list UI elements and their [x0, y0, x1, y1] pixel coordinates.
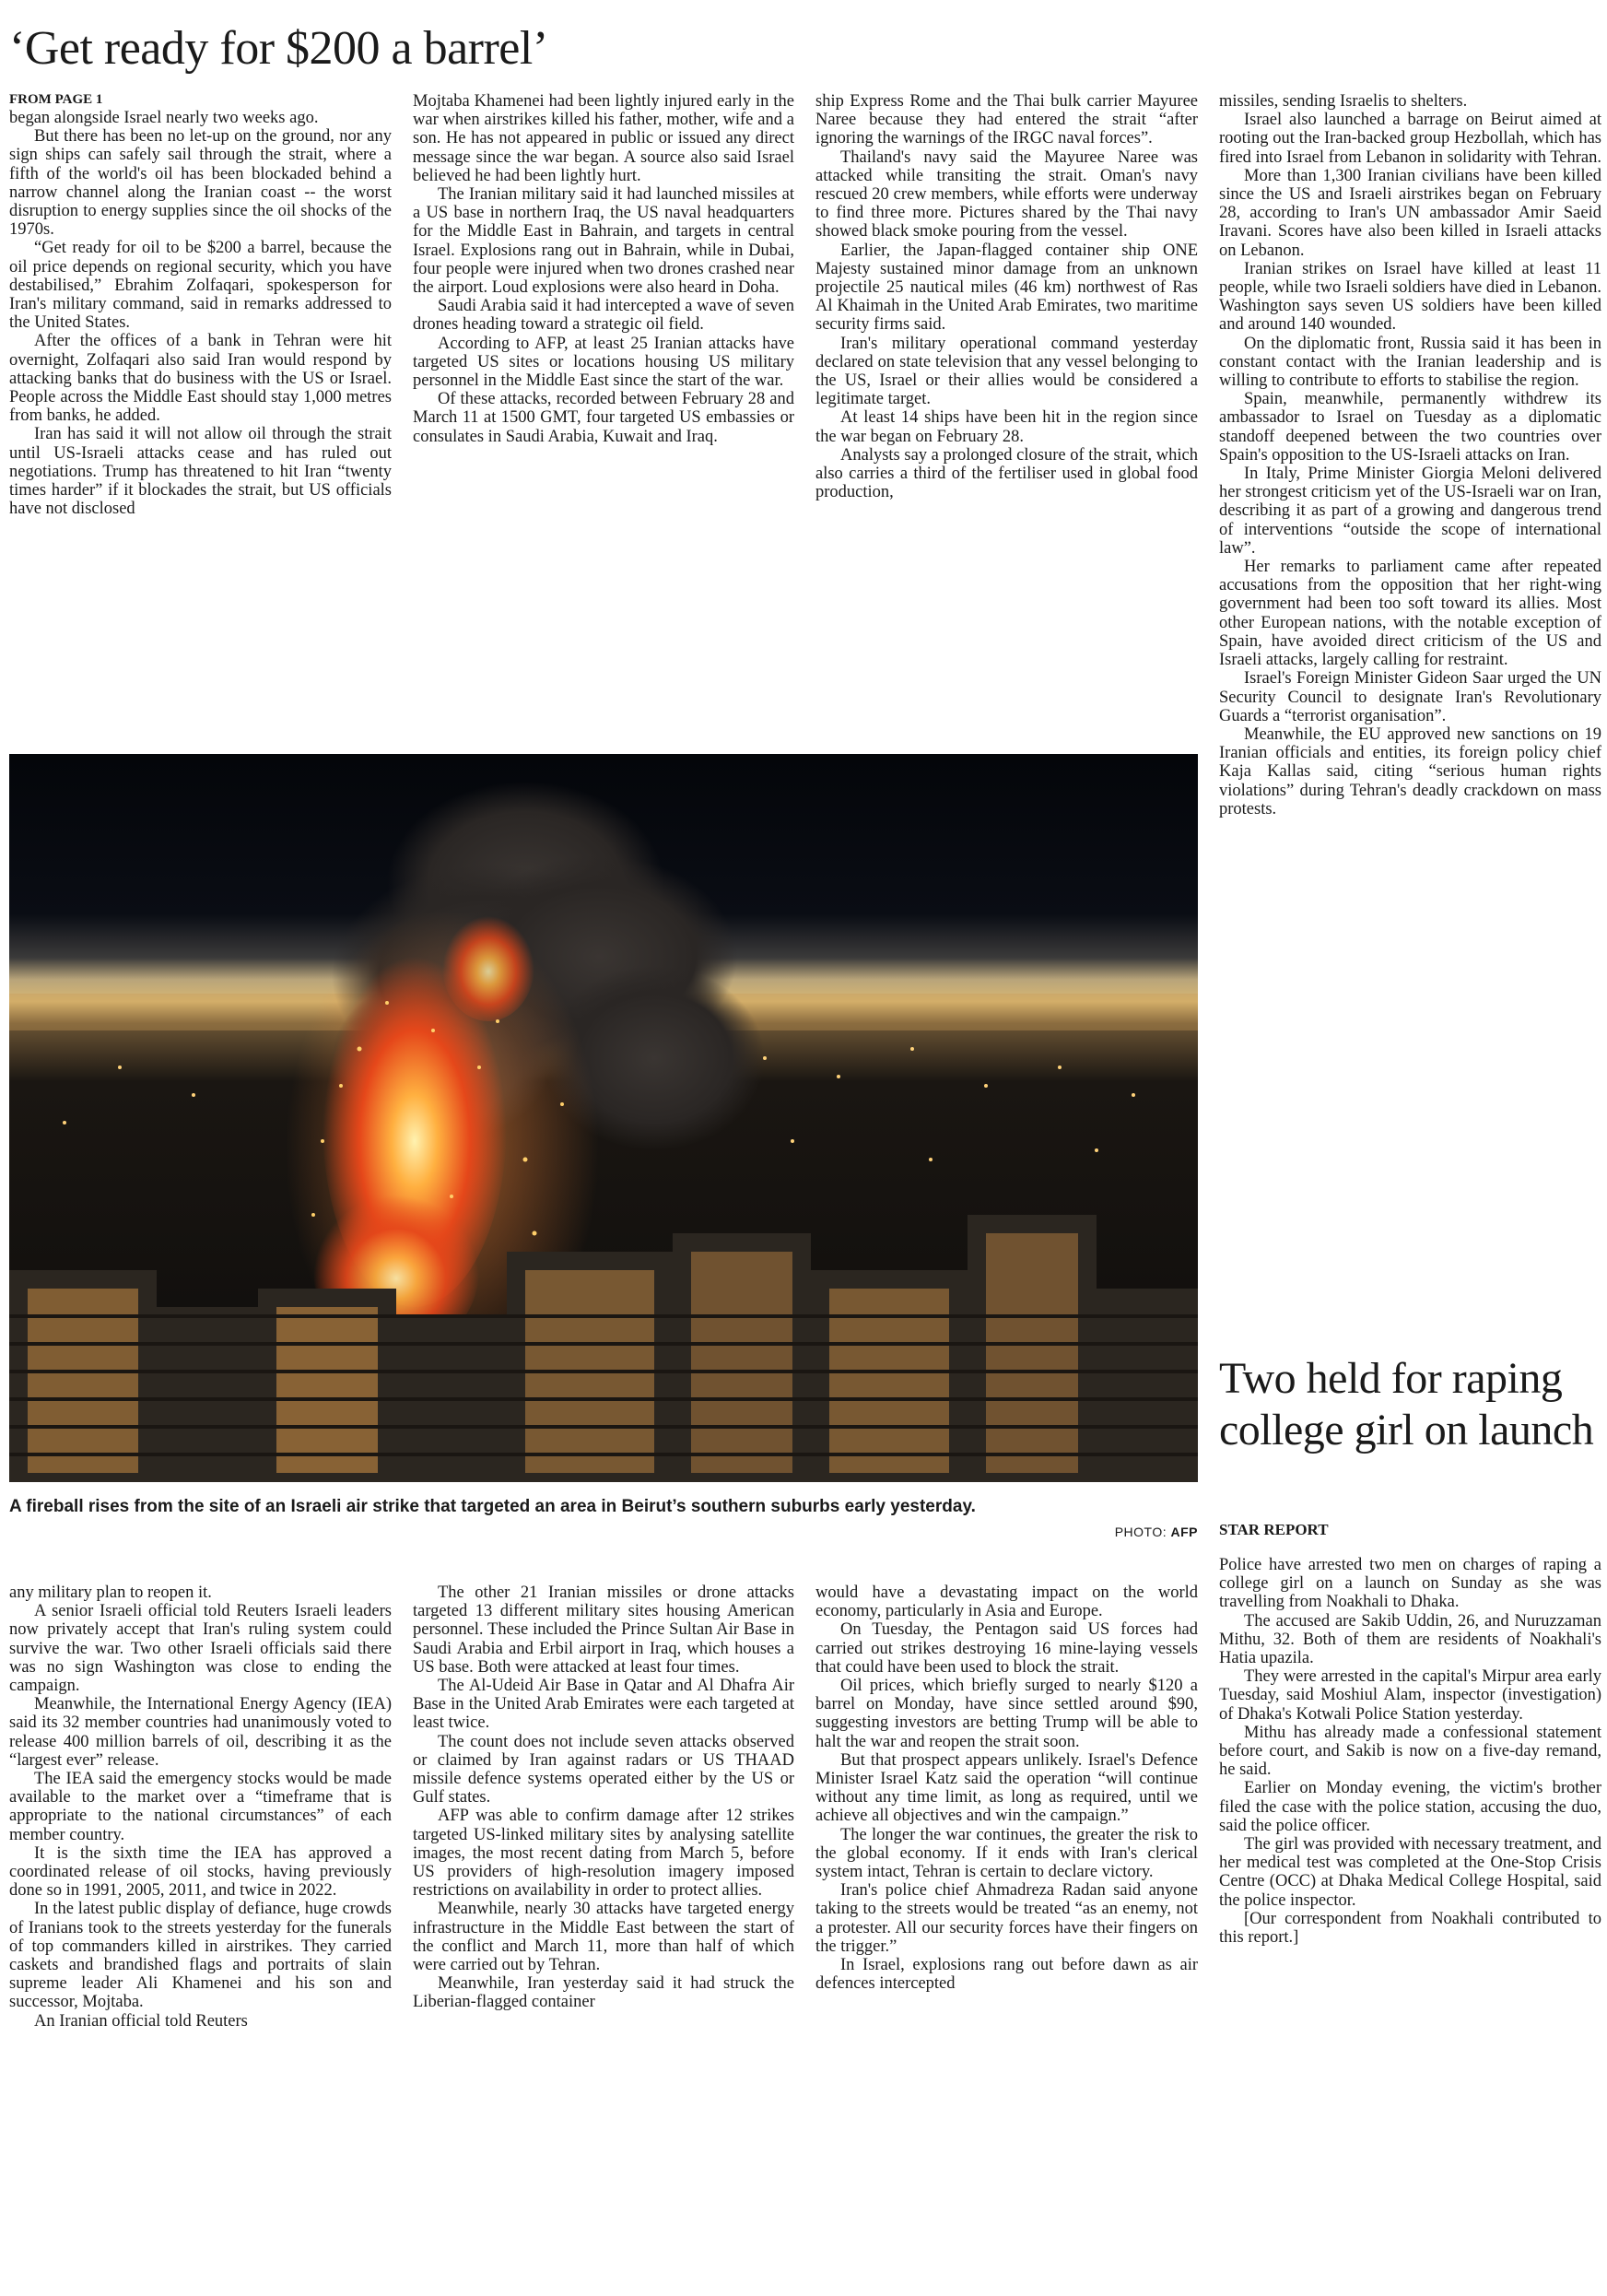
paragraph: Iran's police chief Ahmadreza Radan said anyone taking to the streets would be treated “as an enemy, not a protester. All our security forces have their fingers on the trigger.” [815, 1881, 1198, 1956]
paragraph: On Tuesday, the Pentagon said US forces had carried out strikes destroying 16 mine-laying vessels that could have been used to block the strait. [815, 1620, 1198, 1677]
paragraph: The IEA said the emergency stocks would be made available to the market over a “timeframe that is appropriate to the national circumstances” of each member country. [9, 1770, 392, 1844]
paragraph: Analysts say a prolonged closure of the strait, which also carries a third of the fertiliser used in global food production, [815, 445, 1198, 502]
paragraph: They were arrested in the capital's Mirpur area early Tuesday, said Moshiul Alam, inspector (investigation) of Dhaka's Kotwali Police Station yesterday. [1219, 1667, 1601, 1724]
paragraph: On the diplomatic front, Russia said it has been in constant contact with the Iranian leadership and is willing to contribute to efforts to stabilise the region. [1219, 334, 1601, 391]
paragraph: After the offices of a bank in Tehran were hit overnight, Zolfaqari also said Iran would respond by attacking banks that do business with the US or Israel. People across the Middle East should stay 1,000 metres from banks, he added. [9, 332, 392, 426]
paragraph: Her remarks to parliament came after repeated accusations from the opposition that her right-wing government had been too soft toward its allies. Most other European nations, with the notable exception of Spain, have avoided direct criticism of the US and Israeli attacks, largely calling for restraint. [1219, 558, 1601, 670]
paragraph: But that prospect appears unlikely. Israel's Defence Minister Israel Katz said the operation “will continue without any time limit, as long as required, until we achieve all objectives and win the campaign.” [815, 1750, 1198, 1826]
paragraph: Meanwhile, Iran yesterday said it had struck the Liberian-flagged container [413, 1974, 794, 2012]
paragraph: But there has been no let-up on the ground, nor any sign ships can safely sail through the strait, where a fifth of the world's oil has been blockaded behind a narrow channel along the Iranian coast -- the worst disruption to energy supplies since the oil shocks of the 1970s. [9, 127, 392, 240]
paragraph: “Get ready for oil to be $200 a barrel, because the oil price depends on regional security, which you have destabilised,” Ebrahim Zolfaqari, spokesperson for Iran's military command, said in remarks addressed to the United States. [9, 239, 392, 333]
paragraph: began alongside Israel nearly two weeks ago. [9, 109, 319, 127]
paragraph: Mithu has already made a confessional statement before court, and Sakib is now on a five-day remand, he said. [1219, 1723, 1601, 1780]
paragraph: [Our correspondent from Noakhali contributed to this report.] [1219, 1909, 1601, 1948]
paragraph: AFP was able to confirm damage after 12 strikes targeted US-linked military sites by analysing satellite images, the most recent dating from March 5, before US providers of high-resolution imagery imposed restrictions on availability in order to protect allies. [413, 1807, 794, 1901]
paragraph: would have a devastating impact on the world economy, particularly in Asia and Europe. [815, 1584, 1198, 1621]
paragraph: Israel also launched a barrage on Beirut aimed at rooting out the Iran-backed group Hezbollah, which has fired into Israel from Lebanon in solidarity with Tehran. [1219, 111, 1601, 167]
paragraph: missiles, sending Israelis to shelters. [1219, 92, 1468, 111]
paragraph: Iran has said it will not allow oil through the strait until US-Israeli attacks cease and has ruled out negotiations. Trump has threatened to hit Iran “twenty times harder” if it blockades the strait, but US officials have not disclosed [9, 425, 392, 519]
article-column-4 [1219, 92, 1601, 1346]
paragraph: The other 21 Iranian missiles or drone attacks targeted 13 different military sites housing American personnel. These included the Prince Sultan Air Base in Saudi Arabia and Erbil airport in Iraq, which houses a US base. Both were attacked at least four times. [413, 1584, 794, 1677]
paragraph: ship Express Rome and the Thai bulk carrier Mayuree Naree because they had entered the strait “after ignoring the warnings of the IRGC naval forces”. [815, 92, 1198, 148]
article-column-2-lower [413, 1584, 794, 2293]
paragraph: Iran's military operational command yesterday declared on state television that any vessel belonging to the US, Israel or their allies would be considered a legitimate target. [815, 334, 1198, 409]
paragraph: Iranian strikes on Israel have killed at least 11 people, while two Israeli soldiers have died in Lebanon. Washington says seven US soldiers have been killed and around 140 wounded. [1219, 259, 1601, 335]
paragraph: The accused are Sakib Uddin, 26, and Nuruzzaman Mithu, 32. Both of them are residents of Noakhali's Hatia upazila. [1219, 1611, 1601, 1668]
paragraph: Meanwhile, the International Energy Agency (IEA) said its 32 member countries had unanimously voted to release 400 million barrels of oil, describing it as the “largest ever” release. [9, 1695, 392, 1770]
photo-credit-source: AFP [1170, 1525, 1198, 1539]
paragraph: Oil prices, which briefly surged to nearly $120 a barrel on Monday, have since settled around $90, suggesting investors are betting Trump will be able to halt the war and reopen the strait soon. [815, 1677, 1198, 1751]
paragraph: In Israel, explosions rang out before dawn as air defences intercepted [815, 1956, 1198, 1994]
paragraph: Police have arrested two men on charges of raping a college girl on a launch on Sunday as she was travelling from Noakhali to Dhaka. [1219, 1556, 1601, 1612]
article-column-1-lower [9, 1584, 392, 2293]
paragraph: The count does not include seven attacks observed or claimed by Iran against radars or US THAAD missile defence systems operated either by the US or Gulf states. [413, 1732, 794, 1807]
article-column-3 [815, 92, 1198, 737]
paragraph: Of these attacks, recorded between February 28 and March 11 at 1500 GMT, four targeted US embassies or consulates in Saudi Arabia, Kuwait and Iraq. [413, 390, 794, 446]
photo-credit [1115, 1525, 1198, 1539]
paragraph: Earlier, the Japan-flagged container ship ONE Majesty sustained minor damage from an unknown projectile 25 nautical miles (46 km) northwest of Ras Al Khaimah in the United Arab Emirates, two maritime security firms said. [815, 241, 1198, 335]
paragraph: Thailand's navy said the Mayuree Naree was attacked while transiting the strait. Oman's navy rescued 20 crew members, while efforts were underway to find three more. Pictures shared by the Thai navy showed black smoke pouring from the vessel. [815, 147, 1198, 241]
side-story-body [1219, 1556, 1601, 2293]
paragraph: The Iranian military said it had launched missiles at a US base in northern Iraq, the US naval headquarters for the Middle East in Bahrain, and targets in central Israel. Explosions rang out in Bahrain, while in Dubai, four people were injured when two drones crashed near the airport. Loud explosions were also heard in Doha. [413, 185, 794, 298]
paragraph: In the latest public display of defiance, huge crowds of Iranians took to the streets yesterday for the funerals of top commanders killed in airstrikes. They carried caskets and brandished flags and portraits of slain supreme leader Ali Khamenei and his son and successor, Mojtaba. [9, 1900, 392, 2012]
paragraph: The longer the war continues, the greater the risk to the global economy. If it ends with Iran's clerical system intact, Tehran is certain to declare victory. [815, 1825, 1198, 1882]
paragraph: Earlier on Monday evening, the victim's brother filed the case with the police station, accusing the duo, said the police officer. [1219, 1779, 1601, 1835]
from-page-kicker: FROM PAGE 1 [9, 92, 103, 107]
paragraph: At least 14 ships have been hit in the region since the war began on February 28. [815, 408, 1198, 446]
article-column-3-lower [815, 1584, 1198, 2293]
paragraph: It is the sixth time the IEA has approved a coordinated release of oil stocks, having previously done so in 1991, 2005, 2011, and twice in 2022. [9, 1843, 392, 1901]
paragraph: According to AFP, at least 25 Iranian attacks have targeted US sites or locations housing US military personnel in the Middle East since the start of the war. [413, 334, 794, 391]
article-column-2 [413, 92, 794, 737]
article-column-1 [9, 109, 392, 737]
paragraph: Meanwhile, nearly 30 attacks have targeted energy infrastructure in the Middle East between the start of the conflict and March 11, more than half of which were carried out by Tehran. [413, 1900, 794, 1975]
photo-caption: A fireball rises from the site of an Israeli air strike that targeted an area in Beirut’s southern suburbs early yesterday. [9, 1497, 976, 1516]
side-story-byline: STAR REPORT [1219, 1521, 1329, 1538]
paragraph: An Iranian official told Reuters [34, 2011, 248, 2031]
paragraph: More than 1,300 Iranian civilians have been killed since the US and Israeli airstrikes began on February 28, according to Iran's UN ambassador Amir Saeid Iravani. Scores have also been killed in Israeli attacks on Lebanon. [1219, 166, 1601, 260]
side-story-headline: Two held for raping college girl on launch [1219, 1354, 1594, 1454]
paragraph: any military plan to reopen it. [9, 1584, 212, 1602]
photo-credit-label: PHOTO: [1114, 1525, 1167, 1539]
paragraph: The girl was provided with necessary treatment, and her medical test was completed at the One-Stop Crisis Centre (OCC) at Dhaka Medical College Hospital, said the police inspector. [1219, 1835, 1601, 1910]
paragraph: The Al-Udeid Air Base in Qatar and Al Dhafra Air Base in the United Arab Emirates were each targeted at least twice. [413, 1677, 794, 1733]
paragraph: Spain, meanwhile, permanently withdrew its ambassador to Israel on Tuesday as a diplomatic standoff deepened between the two countries over Spain's opposition to the US-Israeli attacks on Iran. [1219, 390, 1601, 465]
beirut-strike-photo [9, 754, 1198, 1482]
paragraph: Meanwhile, the EU approved new sanctions on 19 Iranian officials and entities, its foreign policy chief Kaja Kallas said, citing “serious human rights violations” during Tehran's deadly crackdown on mass protests. [1219, 724, 1601, 818]
main-headline: ‘Get ready for $200 a barrel’ [9, 22, 548, 75]
paragraph: A senior Israeli official told Reuters Israeli leaders now privately accept that Iran's ruling system could survive the war. Two other Israeli officials said there was no sign Washington was close to ending the campaign. [9, 1602, 392, 1696]
paragraph: Mojtaba Khamenei had been lightly injured early in the war when airstrikes killed his father, mother, wife and a son. He has not appeared in public or issued any direct message since the war began. A source also said Israel believed he had been lightly hurt. [413, 92, 794, 185]
paragraph: Israel's Foreign Minister Gideon Saar urged the UN Security Council to designate Iran's Revolutionary Guards a “terrorist organisation”. [1219, 669, 1601, 725]
paragraph: Saudi Arabia said it had intercepted a wave of seven drones heading toward a strategic oil field. [413, 297, 794, 335]
paragraph: In Italy, Prime Minister Giorgia Meloni delivered her strongest criticism yet of the US-Israeli war on Iran, describing it as part of a growing and dangerous trend of interventions “outside the scope of international law”. [1219, 465, 1601, 558]
